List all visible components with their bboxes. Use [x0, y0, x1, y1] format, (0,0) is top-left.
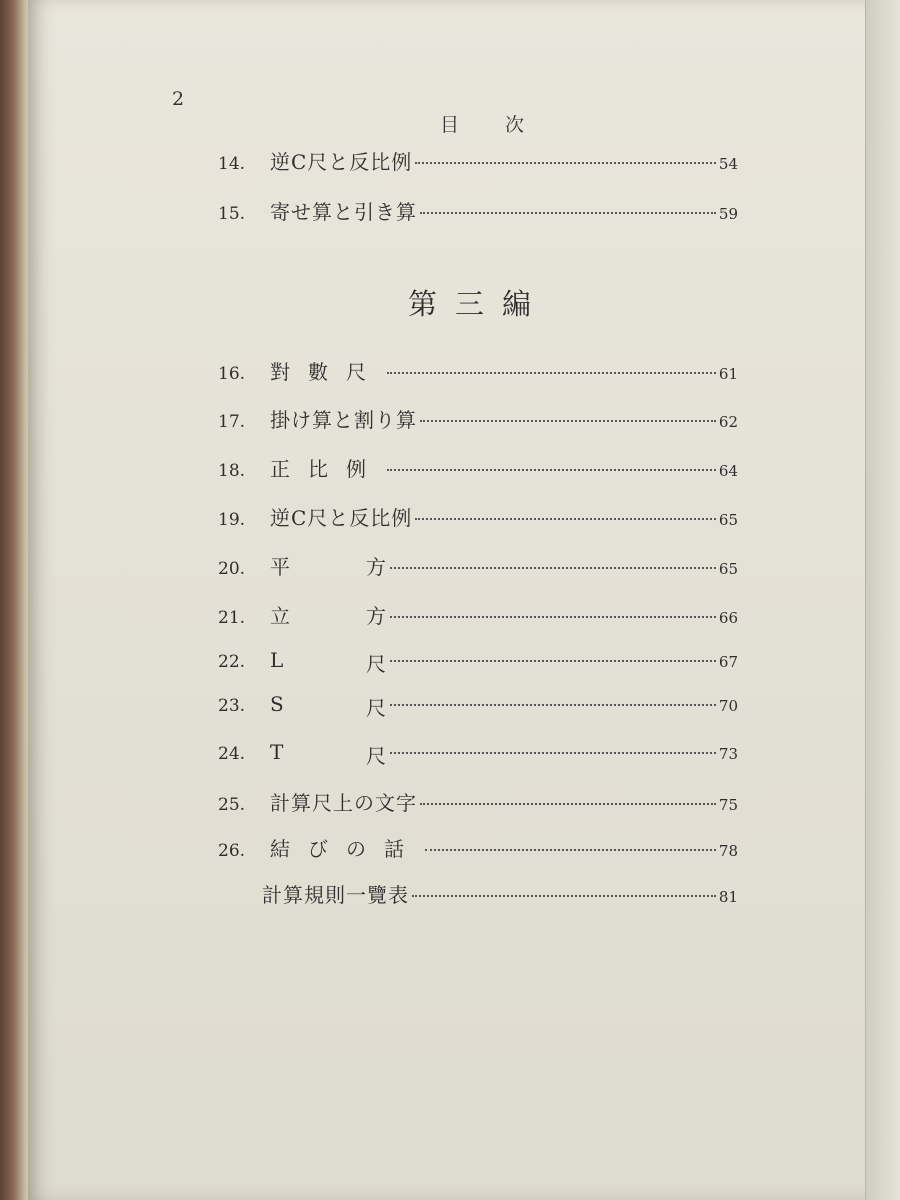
- toc-entry-page: 66: [718, 609, 738, 627]
- section-heading: 第三編: [408, 287, 550, 321]
- toc-entry-title-part: 尺: [366, 652, 387, 676]
- toc-entry-number: 19.: [218, 510, 246, 530]
- toc-entry-number: 20.: [218, 559, 246, 579]
- toc-entry-title: 計算規則一覽表: [262, 883, 409, 907]
- toc-entry-page: 75: [718, 796, 738, 814]
- toc-entry-number: 14.: [218, 154, 246, 174]
- toc-entry-title-part: 立: [270, 604, 291, 628]
- toc-entry-title-part: S: [270, 692, 285, 716]
- toc-entry-page: 81: [718, 888, 738, 906]
- toc-entry-title: 寄せ算と引き算: [270, 200, 417, 224]
- toc-entry-number: 23.: [218, 696, 246, 716]
- toc-entry-title-part: 方: [366, 604, 387, 628]
- toc-entry-number: 26.: [218, 841, 246, 861]
- page-number: 2: [172, 88, 185, 110]
- facing-page-edge: [865, 0, 900, 1200]
- toc-entry-appendix: [262, 879, 738, 911]
- toc-entry-title: 逆C尺と反比例: [270, 506, 413, 530]
- toc-entry: [218, 833, 738, 865]
- toc-entry: [218, 502, 738, 534]
- toc-entry: [218, 356, 738, 388]
- toc-entry-title: 結びの話: [270, 837, 422, 861]
- toc-entry-page: 67: [718, 653, 738, 671]
- dot-leader: [412, 895, 716, 897]
- toc-entry-title-part: 尺: [366, 744, 387, 768]
- toc-entry: [218, 453, 738, 485]
- toc-entry: [218, 600, 738, 632]
- dot-leader: [387, 372, 716, 374]
- dot-leader: [390, 704, 716, 706]
- toc-entry-number: 17.: [218, 412, 246, 432]
- dot-leader: [390, 660, 716, 662]
- dot-leader: [415, 518, 716, 520]
- dot-leader: [420, 420, 716, 422]
- dot-leader: [390, 616, 716, 618]
- toc-entry-title-part: 平: [270, 555, 291, 579]
- toc-entry-number: 21.: [218, 608, 246, 628]
- toc-entry: [218, 648, 738, 680]
- toc-entry-page: 59: [718, 205, 738, 223]
- toc-entry-title: [270, 551, 387, 580]
- toc-entry-title-part: T: [270, 740, 285, 764]
- dot-leader: [425, 849, 716, 851]
- toc-entry-page: 73: [718, 745, 738, 763]
- toc-entry-page: 65: [718, 511, 738, 529]
- toc-entry-title: [270, 600, 387, 629]
- toc-entry: [218, 692, 738, 724]
- toc-entry: [218, 196, 738, 228]
- toc-entry: [218, 404, 738, 436]
- toc-entry: [218, 787, 738, 819]
- toc-entry-page: 61: [718, 365, 738, 383]
- dot-leader: [420, 212, 716, 214]
- toc-entry-number: 22.: [218, 652, 246, 672]
- toc-entry-title-part: 方: [366, 555, 387, 579]
- toc-entry-page: 54: [718, 155, 738, 173]
- dot-leader: [390, 567, 716, 569]
- toc-entry-number: 18.: [218, 461, 246, 481]
- toc-entry-number: 16.: [218, 364, 246, 384]
- dot-leader: [387, 469, 716, 471]
- toc-entry-title: 對數尺: [270, 360, 384, 384]
- toc-entry: [218, 146, 738, 178]
- toc-entry-page: 62: [718, 413, 738, 431]
- dot-leader: [420, 803, 716, 805]
- toc-entry-page: 64: [718, 462, 738, 480]
- toc-entry-page: 70: [718, 697, 738, 715]
- toc-entry-title: [270, 648, 387, 677]
- toc-entry-title-part: L: [270, 648, 285, 672]
- toc-entry-page: 78: [718, 842, 738, 860]
- toc-entry: [218, 551, 738, 583]
- toc-entry: [218, 740, 738, 772]
- toc-entry-page: 65: [718, 560, 738, 578]
- toc-entry-number: 24.: [218, 744, 246, 764]
- toc-entry-title: 逆C尺と反比例: [270, 150, 413, 174]
- dot-leader: [415, 162, 716, 164]
- toc-entry-title-part: 尺: [366, 696, 387, 720]
- dot-leader: [390, 752, 716, 754]
- toc-entry-number: 15.: [218, 204, 246, 224]
- toc-entry-title: 計算尺上の文字: [270, 791, 417, 815]
- toc-entry-title: 掛け算と割り算: [270, 408, 417, 432]
- toc-entry-number: 25.: [218, 795, 246, 815]
- toc-entry-title: [270, 740, 387, 769]
- toc-entry-title: 正比例: [270, 457, 384, 481]
- toc-entry-title: [270, 692, 387, 721]
- running-head: 目次: [440, 114, 571, 136]
